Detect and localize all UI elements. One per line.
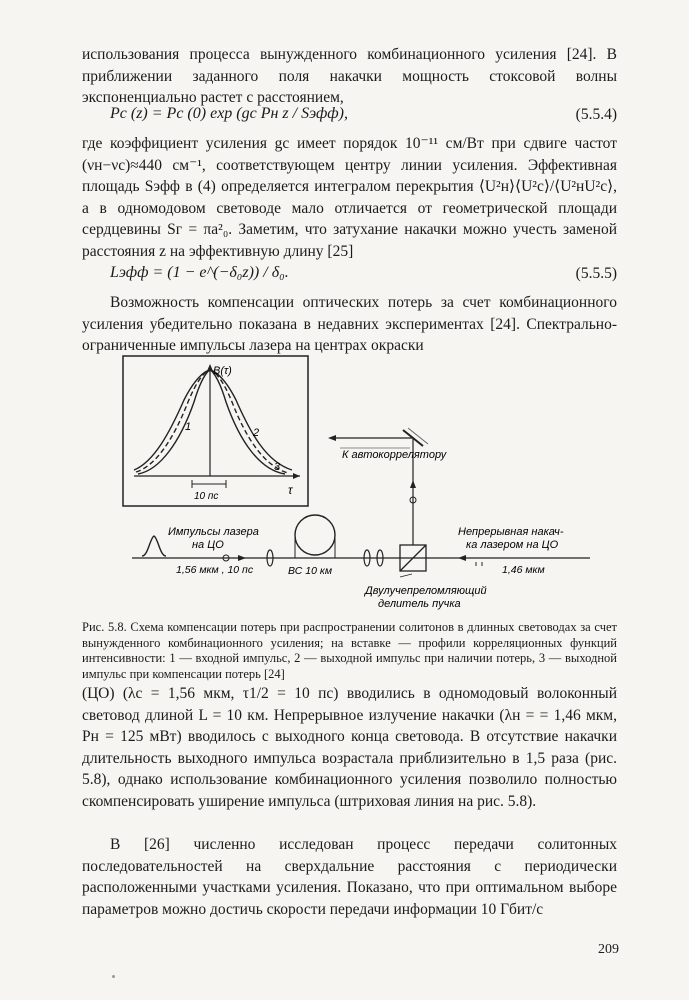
splitter-label: Двулучепреломляющий [365,585,487,597]
paragraph-intro: использования процесса вынужденного комбинационного усиления [24]. В приближении заданного поля накачки мощность стоксовой волны экспоненциально растет с расстоянием, [82,46,617,106]
curve-output-compensated [136,370,288,473]
cw-pump-label: Непрерывная накач- [458,526,564,538]
curve-output-with-loss [134,370,292,470]
equation-5-5-4: Pс (z) = Pс (0) exp (gс Pн z / Sэфф), [110,105,348,122]
fiber-label: ВС 10 км [288,565,333,577]
inset-ylabel: B(τ) [213,365,232,377]
page-number: 209 [598,942,619,957]
inset-xlabel: τ [288,483,293,497]
splitter-label-2: делитель пучка [378,598,461,610]
curve-label-2: 2 [253,427,260,439]
fiber-coil-icon [295,515,335,555]
pump-wavelength-label: 1,46 мкм [502,564,545,576]
paragraph-numerical: В [26] численно исследован процесс передачи солитонных последовательностей на сверхдальние расстояния с периодически расположенными участками усиления. Показано, что при оптимальном выборе параметров можно достичь скорости передачи информации 10 Гбит/с [82,836,617,918]
equation-5-5-5: Lэфф = (1 − e^(−δ₀z)) / δ₀. [110,264,289,281]
input-pulses-label-2: на ЦО [192,539,224,551]
equation-number: (5.5.5) [575,265,617,282]
autocorrelator-label: К автокоррелятору [342,449,447,461]
equation-number: (5.5.4) [575,106,617,123]
paragraph-experiment: Возможность компенсации оптических потерь за счет комбинационного усиления убедительно показана в недавних экспериментах [24]. Спектрально-ограниченные импульсы лазера на центрах окраски [82,294,617,354]
input-pulse-shape [142,536,166,556]
curve-label-1: 1 [185,421,192,433]
cw-pump-label-2: ка лазером на ЦО [466,539,559,551]
figure-5-8 [120,352,610,614]
input-pulses-label: Импульсы лазера [168,526,259,538]
page-speck [112,975,115,978]
curve-input-pulse [138,370,285,474]
curve-label-3: 3 [274,461,281,473]
paragraph-results: (ЦО) (λс = 1,56 мкм, τ1/2 = 10 пс) вводились в одномодовый волоконный световод длиной L = 10 км. Непрерывное излучение накачки (λн = = 1,46 мкм, Pн = 125 мВт) вводилось с выходного конца световода. В отсутствие накачки длительность выходного импульса возрастала приблизительно в 1,5 раза (рис. 5.8), однако использование комбинационного усиления позволило полностью скомпенсировать уширение импульса (штриховая линия на рис. 5.8). [82,685,617,810]
input-params-label: 1,56 мкм , 10 пс [176,564,254,576]
inset-scale-label: 10 пс [194,491,219,502]
figure-caption: Рис. 5.8. Схема компенсации потерь при распространении солитонов в длинных световодах за счет вынужденного комбинационного усиления; на вставке — профили корреляционных функций интенсивности: 1 — входной импульс, 2 — выходной импульс при наличии потерь, 3 — выходной импульс при компенсации потерь [24] [82,620,617,681]
paragraph-gain: где коэффициент усиления gс имеет порядок 10⁻¹¹ см/Вт при сдвиге частот (νн−νс)≈440 см⁻¹, соответствующем центру линии усиления. Эффективная площадь Sэфф в (4) определяется интегралом перекрытия ⟨U²н⟩⟨U²с⟩/⟨U²нU²с⟩, а в одномодовом световоде мало отличается от геометрической площади сердцевины Sг = πa²₀. Заметим, что затухание накачки можно учесть заменой расстояния z на эффективную длину [25] [82,135,617,260]
